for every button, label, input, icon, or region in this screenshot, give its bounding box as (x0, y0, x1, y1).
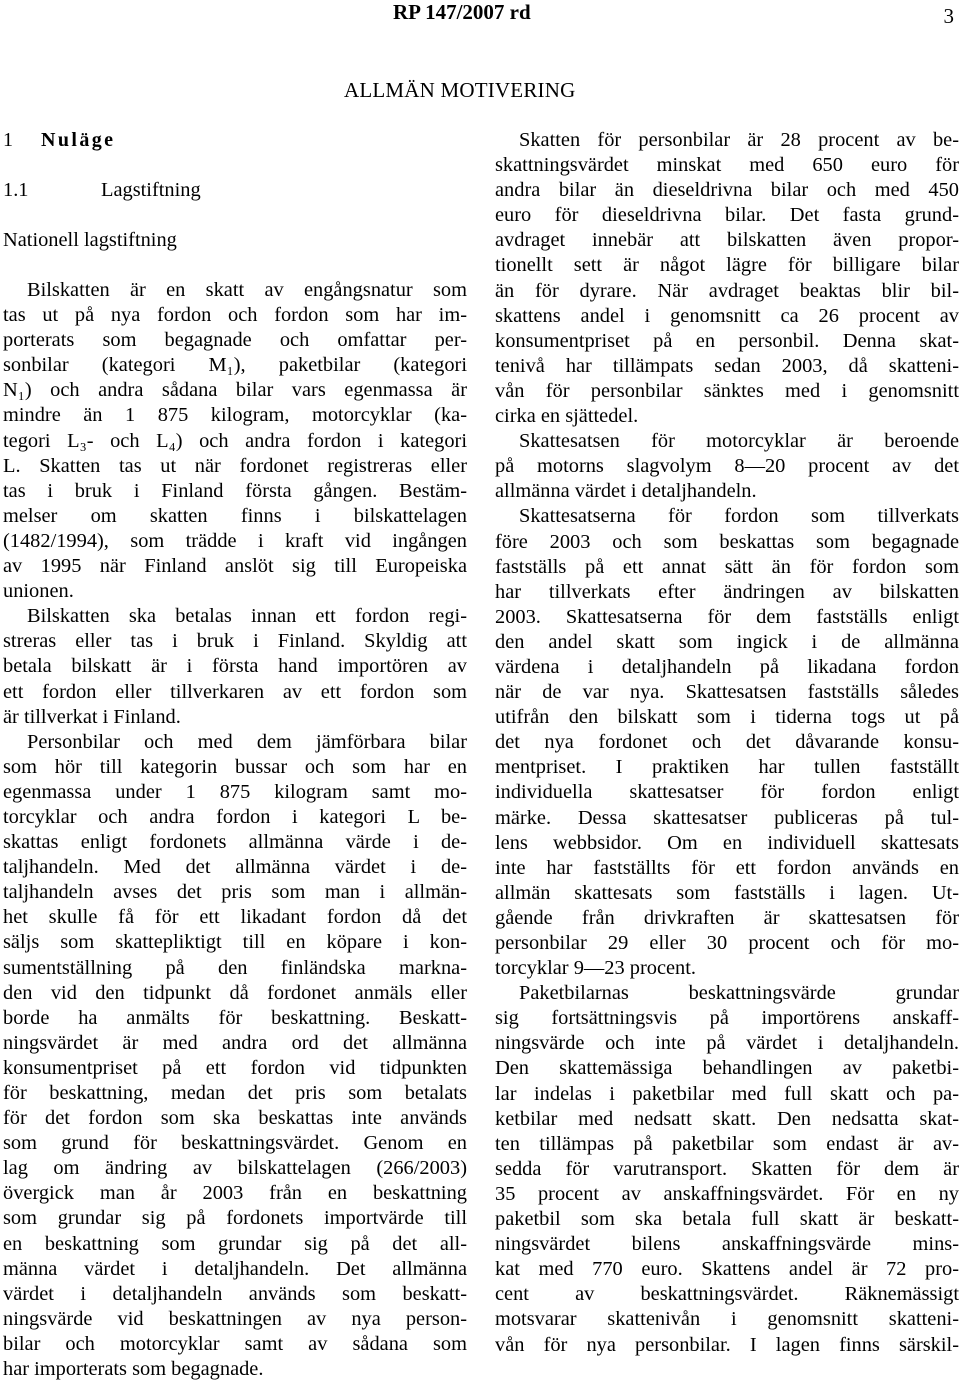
right-text-line: konsumentpriset på en personbil. Denna skat- (495, 329, 959, 352)
left-text-line: för beskattning, medan det pris som betalats (3, 1082, 467, 1104)
right-text-line: skattens andel i genomsnitt ca 26 procent av (495, 304, 959, 327)
left-text-line: bilar och motorcyklar samt av sådana som (3, 1332, 467, 1355)
left-text-line: streras eller tas i bruk i Finland. Skyldig att (3, 630, 467, 653)
right-text-line: euro för dieseldrivna bilar. Det fasta grund- (495, 204, 959, 227)
left-text-line: torcyklar och andra fordon i kategori L be- (3, 805, 467, 828)
right-text-line: motsvarar skattenivån i genomsnitt skatteni- (495, 1308, 959, 1331)
left-text-line: mindre än 1 875 kilogram, motorcyklar (ka- (3, 404, 467, 427)
left-text-line: skattas enligt fordonets allmänna värde i de- (3, 831, 467, 854)
left-text-line: het skulle få för ett likadant fordon då det (3, 906, 467, 929)
left-text-line: för det fordon som ska beskattas inte används (3, 1107, 467, 1130)
left-text-line: har importerats som begagnade. (3, 1358, 264, 1381)
right-text-line: värdena i detaljhandeln på likadana fordon (495, 655, 959, 678)
left-text-line: N₁) och andra sådana bilar vars egenmassa är (3, 379, 467, 402)
left-text-line: männa värdet i detaljhandeln. Det allmänna (3, 1257, 467, 1280)
left-text-line: en beskattning som grundar sig på det all- (3, 1232, 467, 1255)
right-column (495, 128, 959, 1358)
right-text-line: ningsvärde och inte på värdet i detaljhandeln. (495, 1032, 959, 1055)
left-body-text (3, 278, 467, 1382)
running-header (0, 0, 960, 30)
chapter-number: 1 (3, 129, 13, 151)
right-text-line: ten tillämpas på paketbilar som endast är av- (495, 1132, 959, 1155)
left-text-line: melser om skatten finns i bilskattelagen (3, 504, 467, 527)
right-text-line: kat med 770 euro. Skattens andel är 72 pro- (495, 1258, 959, 1281)
left-text-line: tas i bruk i Finland första gången. Bestäm- (3, 479, 467, 502)
subsection-heading (3, 178, 467, 228)
right-text-line: Den skattemässiga behandlingen av paketbi- (495, 1057, 959, 1080)
right-text-line: lens webbsidor. Om en individuell skattesats (495, 831, 959, 854)
right-text-line: individuella skattesatser för fordon enligt (495, 781, 959, 804)
subsection-number: 1.1 (3, 179, 29, 201)
right-text-line: andra bilar än dieseldrivna bilar och med 450 (495, 179, 959, 202)
subsubsection-heading: Nationell lagstiftning (3, 229, 177, 251)
right-text-line: mentpriset. I praktiken har tullen fastställt (495, 756, 959, 779)
right-text-line: ketbilar med nedsatt skatt. Den nedsatta skat- (495, 1107, 959, 1130)
left-text-line: ningsvärde vid beskattningen av nya person- (3, 1307, 467, 1330)
left-text-line: Bilskatten ska betalas innan ett fordon regi- (27, 605, 467, 628)
right-text-line: har tillverkats efter ändringen av bilskatten (495, 580, 959, 603)
running-title: RP 147/2007 rd (393, 0, 531, 24)
chapter-title: Nuläge (41, 129, 116, 151)
left-text-line: taljhandeln. Med det allmänna värdet i de- (3, 856, 467, 879)
right-text-line: inte har fastställts för ett fordon används en (495, 856, 959, 879)
left-text-line: porterats som begagnade och omfattar per- (3, 329, 467, 352)
right-text-line: cirka en sjättedel. (495, 405, 639, 428)
section-heading: ALLMÄN MOTIVERING (344, 78, 576, 102)
left-text-line: av 1995 när Finland anslöt sig till Europeiska (3, 555, 467, 578)
left-text-line: sumentställning på den finländska markna- (3, 956, 467, 979)
left-text-line: övergick man år 2003 från en beskattning (3, 1182, 467, 1205)
right-text-line: på motorns slagvolym 8—20 procent av det (495, 455, 959, 478)
right-text-line: allmänna värdet i detaljhandeln. (495, 480, 757, 503)
right-text-line: ningsvärdet bilens anskaffningsvärde mins- (495, 1233, 959, 1256)
right-text-line: när de var nya. Skattesatsen fastställs således (495, 681, 959, 704)
left-text-line: som grundar sig på fordonets importvärde till (3, 1207, 467, 1230)
left-text-line: den vid den tidpunkt då fordonet anmäls eller (3, 981, 467, 1004)
right-text-line: den andel skatt som ingick i de allmänna (495, 630, 959, 653)
right-text-line: gående från drivkraften är skattesatsen för (495, 906, 959, 929)
subsection-title: Lagstiftning (101, 179, 201, 201)
right-text-line: det nya fordonet och det dåvarande konsu- (495, 731, 959, 754)
right-text-line: före 2003 och som beskattas som begagnade (495, 530, 959, 553)
right-text-line: sig fortsättningsvis på importörens anskaff- (495, 1007, 959, 1030)
left-text-line: som grund för beskattningsvärdet. Genom en (3, 1132, 467, 1155)
right-text-line: tenivå har tillämpats sedan 2003, då skatteni- (495, 354, 959, 377)
left-text-line: värdet i detaljhandeln används som beskatt- (3, 1282, 467, 1305)
right-text-line: 2003. Skattesatserna för dem fastställs enligt (495, 605, 959, 628)
left-text-line: ningsvärdet är med andra ord det allmänna (3, 1031, 467, 1054)
right-text-line: cent av beskattningsvärdet. Räknemässigt (495, 1283, 959, 1306)
left-text-line: sonbilar (kategori M₁), paketbilar (kategori (3, 354, 467, 377)
right-text-line: torcyklar 9—23 procent. (495, 957, 697, 980)
right-text-line: Skattesatsen för motorcyklar är beroende (519, 430, 959, 453)
left-text-line: L. Skatten tas ut när fordonet registreras eller (3, 454, 467, 477)
left-text-line: unionen. (3, 580, 74, 603)
left-text-line: säljs som skattepliktigt till en köpare i kon- (3, 931, 467, 954)
left-text-line: är tillverkat i Finland. (3, 705, 181, 728)
right-text-line: avdraget innebär att bilskatten även propor- (495, 229, 959, 252)
left-text-line: lag om ändring av bilskattelagen (266/2003) (3, 1157, 467, 1180)
left-text-line: Bilskatten är en skatt av engångsnatur som (27, 279, 467, 301)
right-text-line: personbilar 29 eller 30 procent och för mo- (495, 932, 959, 954)
right-text-line: skattningsvärdet minskat med 650 euro för (495, 154, 959, 177)
left-text-line: tegori L₃- och L₄) och andra fordon i kategori (3, 429, 467, 452)
chapter-heading (3, 128, 467, 178)
left-text-line: taljhandeln avses det pris som man i allmän- (3, 881, 467, 904)
page-number: 3 (943, 4, 954, 28)
right-text-line: vån för personbilar sänktes med i genomsnitt (495, 379, 959, 402)
right-text-line: lar indelas i paketbilar med full skatt och pa- (495, 1082, 959, 1105)
right-text-line: Skatten för personbilar är 28 procent av be- (519, 129, 959, 151)
right-text-line: än för dyrare. När avdraget beaktas blir bil- (495, 279, 959, 302)
right-body-text (495, 128, 959, 1358)
right-text-line: utifrån den bilskatt som i tiderna togs ut på (495, 706, 959, 729)
left-text-line: konsumentpriset på ett fordon vid tidpunkten (3, 1056, 467, 1079)
right-text-line: tionellt sett är något lägre för billigare bilar (495, 254, 959, 277)
left-text-line: borde ha anmälts för beskattning. Beskatt- (3, 1006, 467, 1029)
right-text-line: paketbil som ska betala full skatt är beskatt- (495, 1208, 959, 1231)
right-text-line: sedda för varutransport. Skatten för dem är (495, 1157, 959, 1180)
left-text-line: Personbilar och med dem jämförbara bilar (27, 730, 467, 753)
left-text-line: egenmassa under 1 875 kilogram samt mo- (3, 780, 467, 803)
right-text-line: fastställs på ett annat sätt än för fordon som (495, 555, 959, 578)
left-text-line: betala bilskatt är i första hand importören av (3, 655, 467, 678)
right-text-line: allmän skattesats som fastställs i lagen. Ut- (495, 881, 959, 904)
left-column (3, 128, 467, 1382)
left-text-line: tas ut på nya fordon och fordon som har im- (3, 304, 467, 327)
left-text-line: som hör till kategorin bussar och som har en (3, 755, 467, 778)
right-text-line: Skattesatserna för fordon som tillverkats (519, 505, 959, 528)
right-text-line: Paketbilarnas beskattningsvärde grundar (519, 982, 959, 1005)
right-text-line: märke. Dessa skattesatser publiceras på tul- (495, 806, 959, 829)
left-text-line: ett fordon eller tillverkaren av ett fordon som (3, 680, 467, 703)
right-text-line: vån för nya personbilar. I lagen finns särskil- (495, 1333, 959, 1356)
right-text-line: 35 procent av anskaffningsvärdet. För en ny (495, 1182, 959, 1205)
left-text-line: (1482/1994), som trädde i kraft vid ingången (3, 529, 467, 552)
